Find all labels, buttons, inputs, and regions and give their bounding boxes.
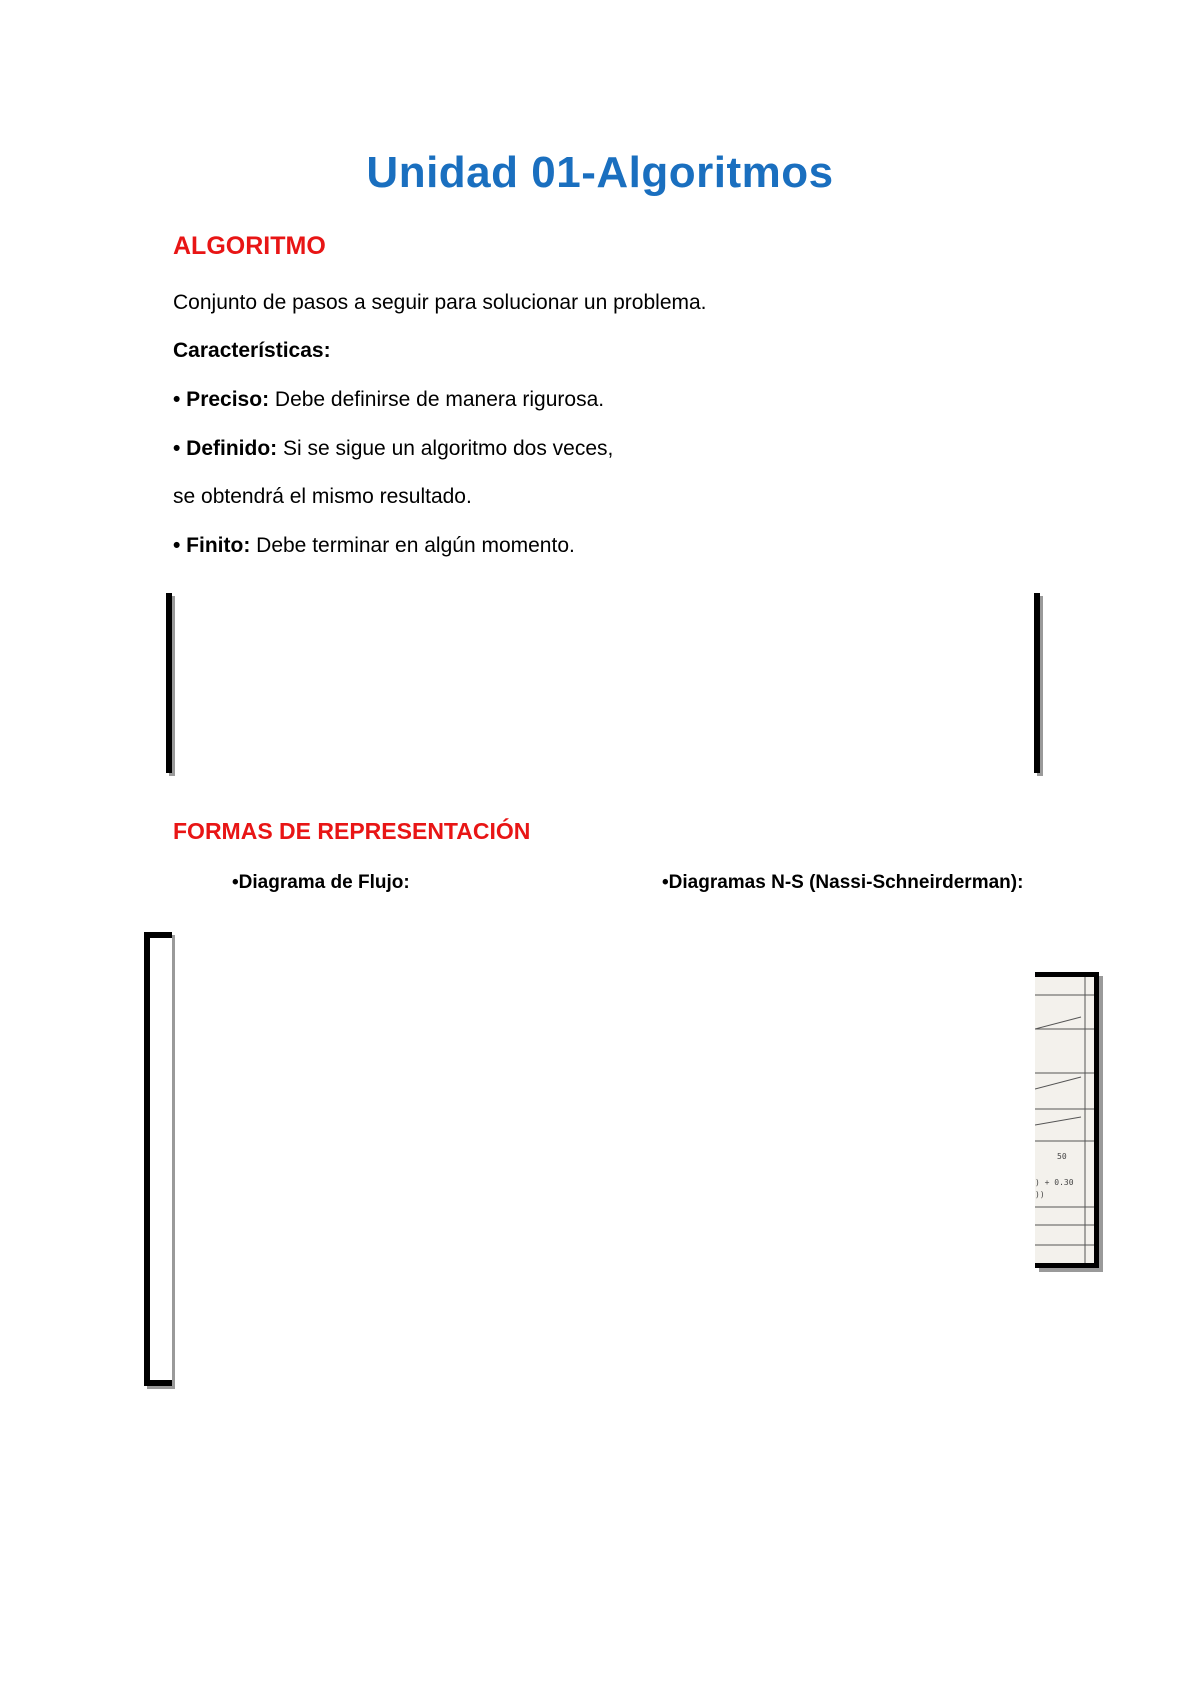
characteristics-label: Características: (173, 339, 331, 362)
bullet-text: se obtendrá el mismo resultado. (173, 485, 472, 508)
diagram-ns-label: •Diagramas N-S (Nassi-Schneirderman): (662, 872, 1024, 893)
bullet-finito (173, 533, 575, 558)
bullet-text: Si se sigue un algoritmo dos veces, (277, 437, 614, 460)
bullet-definido (173, 436, 613, 461)
bullet-text: Debe terminar en algún momento. (250, 534, 575, 557)
ns-fragment-text: 50 (1057, 1152, 1067, 1161)
bullet-definido-continued (173, 484, 472, 509)
ns-fragment-text: )) (1035, 1190, 1045, 1199)
definition-text: Conjunto de pasos a seguir para solucionar un problema. (173, 291, 707, 314)
section-heading-algoritmo: ALGORITMO (173, 232, 326, 260)
bullet-term: • Preciso: (173, 388, 270, 411)
bullet-preciso (173, 387, 604, 412)
diagram-flujo-label: •Diagrama de Flujo: (232, 872, 410, 893)
page-title: Unidad 01-Algoritmos (366, 148, 834, 197)
bullet-term: • Finito: (173, 534, 251, 557)
ns-fragment-text: ) + 0.30 (1035, 1178, 1074, 1187)
bullet-term: • Definido: (173, 437, 278, 460)
image-frame-right-edge (1034, 593, 1040, 773)
flowchart-image-frame (144, 932, 172, 1386)
section-heading-formas: FORMAS DE REPRESENTACIÓN (173, 818, 531, 844)
ns-diagram-sketch (1035, 977, 1099, 1268)
bullet-text: Debe definirse de manera rigurosa. (269, 388, 605, 411)
image-frame-left-edge (166, 593, 172, 773)
ns-diagram-image-fragment (1035, 972, 1099, 1268)
